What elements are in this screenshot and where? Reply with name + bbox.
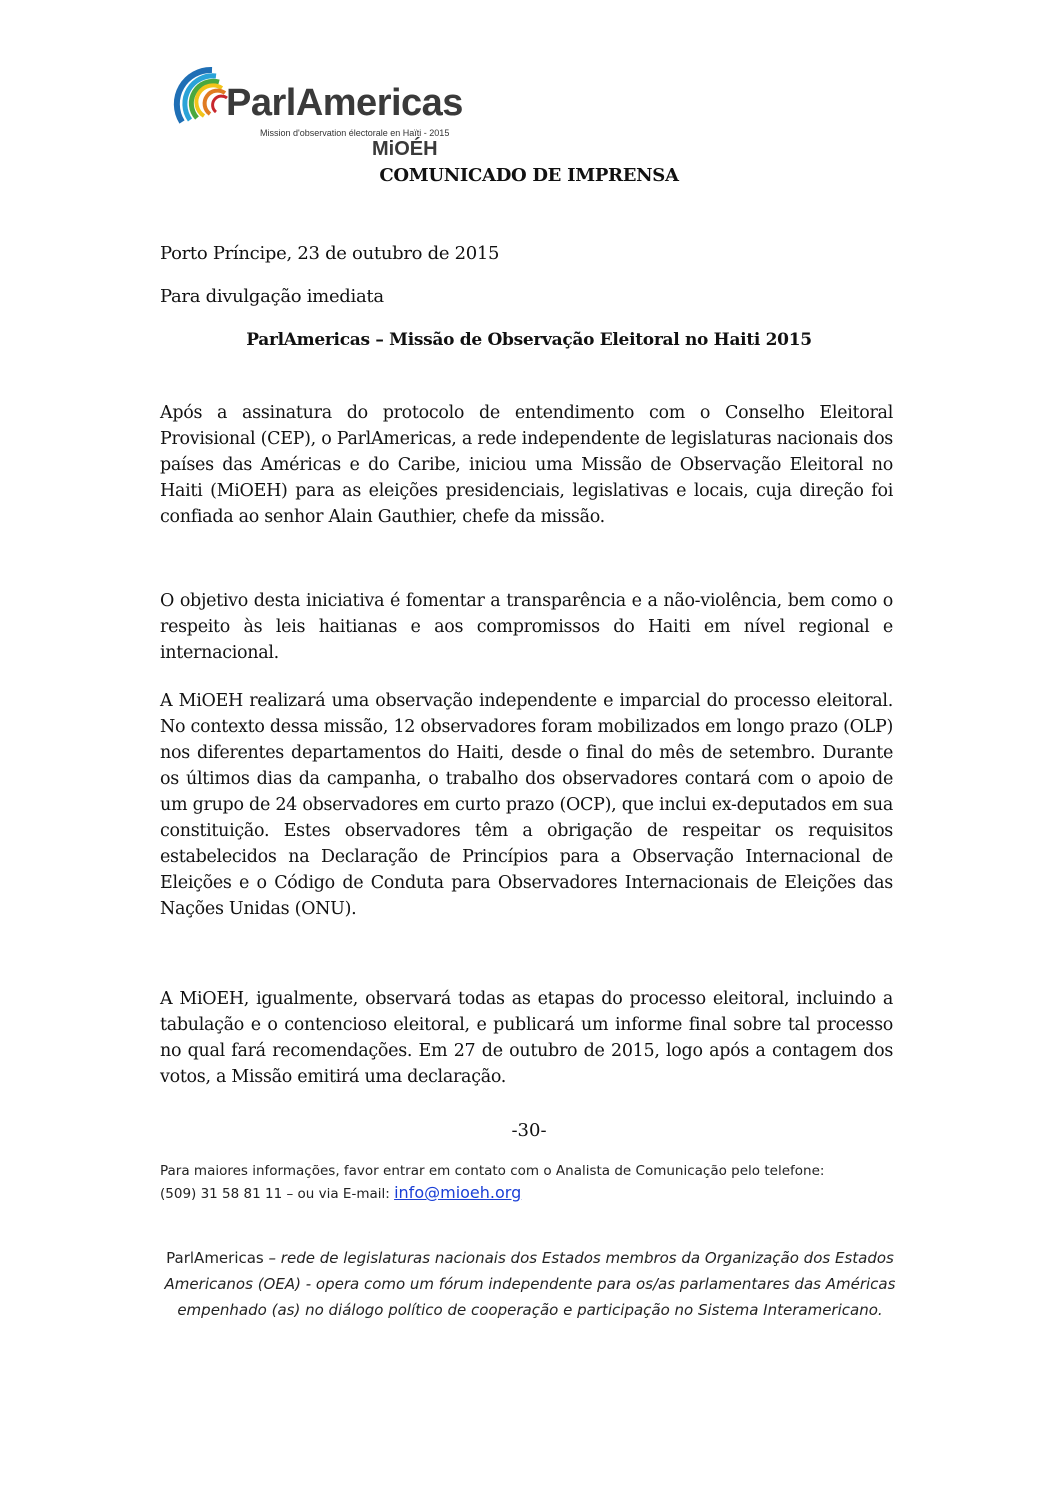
document-heading: COMUNICADO DE IMPRENSA [379, 165, 679, 186]
logo-tagline: Mission d'observation électorale en Haïti - 2015 [260, 128, 450, 138]
logo-name: ParlAmericas [226, 82, 463, 124]
parlamericas-logo [172, 62, 472, 160]
body-paragraph: A MiOEH realizará uma observação independente e imparcial do processo eleitoral. No contexto dessa missão, 12 observadores foram mobilizados em longo prazo (OLP) nos diferentes departamentos do Haiti, desde o final do mês de setembro. Durante os últimos dias da campanha, o trabalho dos observadores contará com o apoio de um grupo de 24 observadores em curto prazo (OCP), que inclui ex-deputados em sua constituição. Estes observadores têm a obrigação de respeitar os requisitos estabelecidos na Declaração de Princípios para a Observação Internacional de Eleições e o Código de Conduta para Observadores Internacionais de Eleições das Nações Unidas (ONU). [160, 691, 893, 919]
body-paragraph: Após a assinatura do protocolo de entendimento com o Conselho Eleitoral Provisional (CEP), o ParlAmericas, a rede independente de legislaturas nacionais dos países das Américas e do Caribe, iniciou uma Missão de Observação Eleitoral no Haiti (MiOEH) para as eleições presidenciais, legislativas e locais, cuja direção foi confiada ao senhor Alain Gauthier, chefe da missão. [160, 403, 893, 527]
contact-line-2 [160, 1182, 920, 1205]
release-note: Para divulgação imediata [160, 286, 384, 307]
footer-dash: – [263, 1249, 281, 1267]
footer-description-text: rede de legislaturas nacionais dos Estados membros da Organização dos Estados Americanos (OEA) - opera como um fórum independente para os/as parlamentares das Américas empenhado (as) no diálogo político de cooperação e participação no Sistema Interamericano. [164, 1249, 896, 1319]
contact-line-1: Para maiores informações, favor entrar em contato com o Analista de Comunicação pelo telefone: [160, 1163, 825, 1179]
place-date: Porto Príncipe, 23 de outubro de 2015 [160, 243, 500, 264]
footer-description [130, 1245, 930, 1323]
footer-org-name: ParlAmericas [166, 1249, 264, 1267]
body-paragraph: O objetivo desta iniciativa é fomentar a transparência e a não-violência, bem como o respeito às leis haitianas e aos compromissos do Haiti em nível regional e internacional. [160, 591, 893, 663]
end-mark: -30- [511, 1120, 547, 1141]
contact-phone-text: (509) 31 58 81 11 – ou via E-mail: [160, 1186, 395, 1202]
contact-info [160, 1160, 920, 1205]
logo-acronym: MiOÉH [372, 138, 438, 160]
body-paragraph: A MiOEH, igualmente, observará todas as etapas do processo eleitoral, incluindo a tabulação e o contencioso eleitoral, e publicará um informe final sobre tal processo no qual fará recomendações. Em 27 de outubro de 2015, logo após a contagem dos votos, a Missão emitirá uma declaração. [160, 989, 893, 1087]
release-subtitle: ParlAmericas – Missão de Observação Eleitoral no Haiti 2015 [246, 330, 812, 350]
email-link[interactable]: info@mioeh.org [394, 1183, 522, 1202]
